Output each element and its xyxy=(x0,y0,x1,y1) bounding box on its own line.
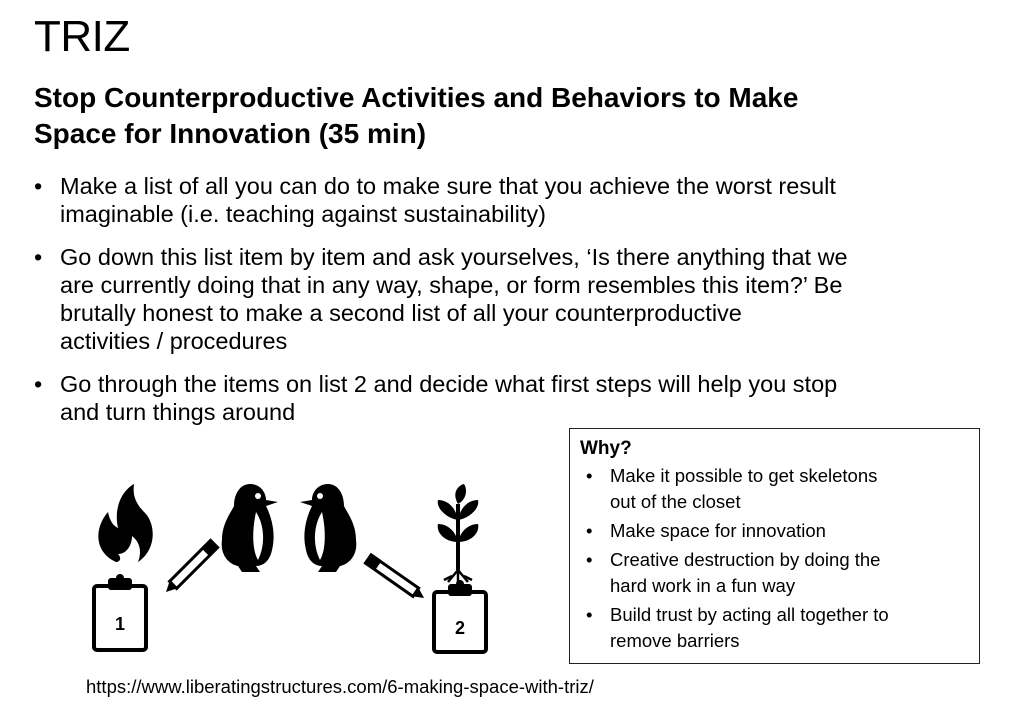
instruction-line: and turn things around xyxy=(60,399,296,425)
instruction-line: brutally honest to make a second list of all your counterproductive xyxy=(60,300,742,326)
why-line: • Build trust by acting all together to xyxy=(610,604,889,625)
why-item xyxy=(580,518,969,544)
why-box xyxy=(569,428,980,664)
penguin-icon xyxy=(300,484,356,572)
instruction-line: • Go down this list item by item and ask yourselves, ‘Is there anything that we xyxy=(60,244,848,270)
why-list xyxy=(580,463,969,654)
slide-title: TRIZ xyxy=(34,12,130,61)
why-line: • Make it possible to get skeletons xyxy=(610,465,878,486)
why-line: • Creative destruction by doing the xyxy=(610,549,881,570)
subtitle-line: Stop Counterproductive Activities and Behaviors to Make xyxy=(34,82,799,113)
clipboard-icon xyxy=(94,574,146,650)
instruction-line: • Make a list of all you can do to make sure that you achieve the worst result xyxy=(60,173,836,199)
why-line: out of the closet xyxy=(610,491,741,512)
clipboard-icon xyxy=(434,580,486,652)
subtitle-line: Space for Innovation (35 min) xyxy=(34,118,427,149)
pen-icon xyxy=(365,555,426,602)
instruction-line: • Go through the items on list 2 and decide what first steps will help you stop xyxy=(60,371,838,397)
why-item xyxy=(580,463,969,515)
instruction-item xyxy=(34,243,1009,355)
clipboard-1-label: 1 xyxy=(114,614,126,634)
why-line: hard work in a fun way xyxy=(610,575,796,596)
why-item xyxy=(580,547,969,599)
instruction-line: imaginable (i.e. teaching against sustainability) xyxy=(60,201,546,227)
why-item xyxy=(580,602,969,654)
source-url[interactable]: https://www.liberatingstructures.com/6-making-space-with-triz/ xyxy=(86,676,594,697)
pen-icon xyxy=(162,540,217,595)
instruction-line: activities / procedures xyxy=(60,328,288,354)
why-line: remove barriers xyxy=(610,630,740,651)
slide-subtitle xyxy=(34,80,1004,152)
flame-icon xyxy=(98,484,152,562)
instruction-list xyxy=(34,172,1009,441)
instruction-item xyxy=(34,172,1009,228)
why-title: Why? xyxy=(580,438,632,459)
triz-illustration xyxy=(80,470,500,660)
clipboard-2-label: 2 xyxy=(454,618,466,638)
instruction-item xyxy=(34,370,1009,426)
why-line: • Make space for innovation xyxy=(610,520,826,541)
penguin-icon xyxy=(222,484,278,572)
instruction-line: are currently doing that in any way, shape, or form resembles this item?’ Be xyxy=(60,272,843,298)
seedling-icon xyxy=(438,484,479,584)
